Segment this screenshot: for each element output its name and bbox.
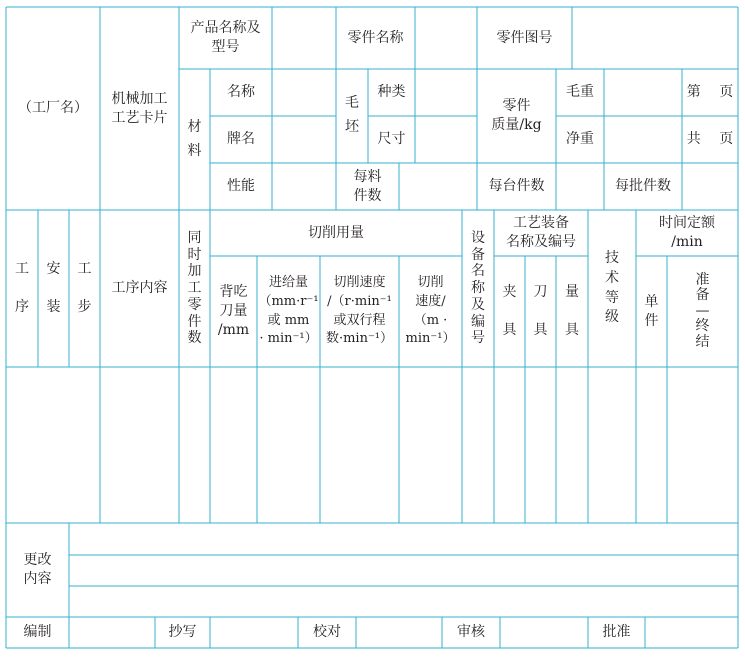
total-pages-label: 共 页 xyxy=(686,131,734,148)
step-column-label: 工 步 xyxy=(77,261,92,315)
approved-by-label: 批准 xyxy=(602,624,631,641)
part-name-label: 零件名称 xyxy=(347,29,404,46)
cutter-label: 刀 具 xyxy=(533,284,548,338)
gauge-label: 量 具 xyxy=(565,284,579,338)
setup-column-label: 安 装 xyxy=(46,261,61,315)
product-name-model-label: 产品名称及 型号 xyxy=(190,20,261,55)
pieces-per-batch-label: 每批件数 xyxy=(615,178,671,195)
gross-weight-label: 毛重 xyxy=(566,84,594,101)
prepared-by-label: 编制 xyxy=(23,624,52,641)
checked-by-label: 校对 xyxy=(313,624,341,641)
copied-by-label: 抄写 xyxy=(168,624,197,641)
material-property-label: 性能 xyxy=(227,178,255,195)
unit-time-label: 单 件 xyxy=(644,293,659,329)
material-name-label: 名称 xyxy=(227,84,255,101)
card-title: 机械加工 工艺卡片 xyxy=(111,90,168,126)
material-label: 材 料 xyxy=(187,118,202,159)
net-weight-label: 净重 xyxy=(566,131,594,148)
material-grade-label: 牌名 xyxy=(227,131,255,148)
fixture-label: 夹 具 xyxy=(502,284,517,338)
blank-type-label: 种类 xyxy=(377,84,406,101)
blank-label: 毛 坯 xyxy=(345,95,359,135)
operation-column-label: 工 序 xyxy=(15,261,29,315)
operation-content-label: 工序内容 xyxy=(111,280,168,297)
tooling-label: 工艺装备 名称及编号 xyxy=(506,215,576,250)
feed-label: 进给量 （mm·r⁻¹ 或 mm · min⁻¹） xyxy=(258,274,319,347)
cutting-speed-lin-label: 切削 速度/ （m · min⁻¹） xyxy=(405,274,456,347)
cutting-speed-rev-label: 切削速度 /（r·min⁻¹ 或双行程 数·min⁻¹） xyxy=(325,274,394,347)
blank-size-label: 尺寸 xyxy=(377,131,406,148)
pieces-per-unit-label: 每台件数 xyxy=(488,178,545,195)
page-number-label: 第 页 xyxy=(686,84,734,101)
cutting-params-label: 切削用量 xyxy=(308,224,364,241)
skill-grade-label: 技 术 等 级 xyxy=(605,250,619,326)
time-quota-label: 时间定额 /min xyxy=(659,215,715,250)
depth-of-cut-label: 背吃 刀量 /mm xyxy=(217,284,250,338)
setup-time-label: 准 备 — 终 结 xyxy=(695,272,710,350)
simultaneous-parts-label: 同 时 加 工 零 件 数 xyxy=(187,229,202,347)
revision-label: 更改 内容 xyxy=(23,552,52,587)
part-mass-label: 零件 质量/kg xyxy=(491,98,542,133)
equipment-label: 设 备 名 称 及 编 号 xyxy=(471,229,485,347)
part-drawing-no-label: 零件图号 xyxy=(496,29,553,46)
reviewed-by-label: 审核 xyxy=(457,624,485,641)
factory-name-label: （工厂名） xyxy=(18,100,88,117)
pieces-per-blank-label: 每料 件数 xyxy=(353,168,382,204)
